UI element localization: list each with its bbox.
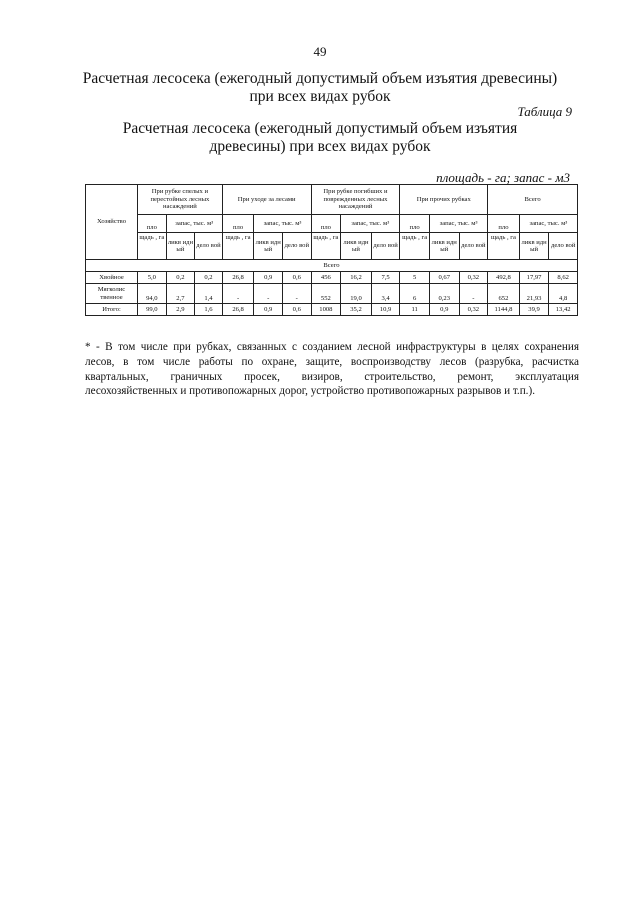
table-cell: 2,9 [166, 304, 195, 316]
table-cell: 21,93 [519, 284, 549, 304]
harvest-table [85, 184, 578, 316]
table-cell: 10,9 [371, 304, 400, 316]
table-cell: 1008 [311, 304, 341, 316]
header-area-unit: щадь , га [311, 233, 341, 260]
header-liquid: ликв идн ый [166, 233, 195, 260]
table-cell: 552 [311, 284, 341, 304]
header-business: дело вой [371, 233, 400, 260]
footnote-line: * - В том числе при рубках, связанных с созданием лесной инфраструктуры в целях сохранения [85, 341, 579, 353]
table-cell: 0,67 [429, 272, 459, 284]
table-cell: 0,23 [429, 284, 459, 304]
table-cell: 7,5 [371, 272, 400, 284]
table-cell: 5 [400, 272, 430, 284]
table-row [86, 272, 578, 284]
heading-line: Расчетная лесосека (ежегодный допустимый объем изъятия древесины) [82, 70, 558, 87]
table-cell: 0,9 [429, 304, 459, 316]
header-area-unit: щадь , га [222, 233, 254, 260]
header-group-total: Всего [488, 185, 578, 215]
table-cell: 456 [311, 272, 341, 284]
header-business: дело вой [459, 233, 488, 260]
table-cell: 0,32 [459, 272, 488, 284]
table-cell: 4,8 [549, 284, 578, 304]
header-area: пло [222, 215, 254, 233]
header-group-care: При уходе за лесами [222, 185, 311, 215]
table-cell: 8,62 [549, 272, 578, 284]
header-area: пло [400, 215, 430, 233]
header-stock: запас, тыс. м³ [341, 215, 400, 233]
table-cell: 0,6 [282, 304, 311, 316]
footnote [85, 340, 579, 399]
header-group-damaged: При рубке погибших и поврежденных лесных насаждений [311, 185, 400, 215]
row-label: Мягколис твенное [86, 284, 138, 304]
header-liquid: ликв идн ый [341, 233, 372, 260]
table-cell: 6 [400, 284, 430, 304]
footnote-line: лесохозяйственных и противопожарных дорог, устройство противопожарных разрывов и т.п.). [85, 385, 536, 398]
table-cell: 0,9 [254, 272, 283, 284]
header-business: дело вой [195, 233, 223, 260]
table-cell: 16,2 [341, 272, 372, 284]
row-label: Итого: [86, 304, 138, 316]
table-number-label: Таблица 9 [517, 104, 572, 119]
heading-line: при всех видах рубок [249, 88, 391, 105]
header-group-other: При прочих рубках [400, 185, 488, 215]
table-cell: 0,2 [166, 272, 195, 284]
header-liquid: ликв идн ый [429, 233, 459, 260]
table-cell: 0,32 [459, 304, 488, 316]
header-area: пло [138, 215, 167, 233]
table-cell: 3,4 [371, 284, 400, 304]
table-cell: 19,0 [341, 284, 372, 304]
header-farm: Хозяйство [86, 185, 138, 260]
table-cell: 11 [400, 304, 430, 316]
header-stock: запас, тыс. м³ [429, 215, 487, 233]
table-cell: 492,8 [488, 272, 520, 284]
table-cell: 13,42 [549, 304, 578, 316]
header-area: пло [311, 215, 341, 233]
header-stock: запас, тыс. м³ [254, 215, 311, 233]
table-row [86, 284, 578, 304]
table-cell: 0,2 [195, 272, 223, 284]
header-business: дело вой [549, 233, 578, 260]
row-label: Хвойное [86, 272, 138, 284]
table-title-line: Расчетная лесосека (ежегодный допустимый объем изъятия [122, 120, 518, 137]
header-stock: запас, тыс. м³ [166, 215, 222, 233]
table-cell: 1144,8 [488, 304, 520, 316]
table-cell: 39,9 [519, 304, 549, 316]
header-stock: запас, тыс. м³ [519, 215, 577, 233]
table-cell: 5,0 [138, 272, 167, 284]
header-area-unit: щадь , га [138, 233, 167, 260]
table-cell: 17,97 [519, 272, 549, 284]
section-row: Всего [86, 260, 578, 272]
page-number: 49 [313, 44, 327, 59]
header-liquid: ликв идн ый [254, 233, 283, 260]
footnote-line: квартальных, граничных просек, визиров, строительство, ремонт, эксплуатация [85, 370, 579, 383]
table-cell: - [222, 284, 254, 304]
table-cell: - [459, 284, 488, 304]
table-cell: 1,4 [195, 284, 223, 304]
header-area-unit: щадь , га [488, 233, 520, 260]
table-cell: 26,8 [222, 272, 254, 284]
header-liquid: ликв идн ый [519, 233, 549, 260]
units-note: площадь - га; запас - м3 [436, 170, 570, 185]
table-cell: 1,6 [195, 304, 223, 316]
footnote-line: лесов, в том числе работы по охране, защите, воспроизводству лесов (разрубка, расчистка [85, 355, 579, 368]
table-cell: - [254, 284, 283, 304]
table-cell: 35,2 [341, 304, 372, 316]
table-cell: 2,7 [166, 284, 195, 304]
table-cell: - [282, 284, 311, 304]
table-cell: 0,9 [254, 304, 283, 316]
table-cell: 652 [488, 284, 520, 304]
header-group-mature: При рубке спелых и перестойных лесных насаждений [138, 185, 223, 215]
document-heading [0, 70, 640, 106]
header-area-unit: щадь , га [400, 233, 430, 260]
table-cell: 26,8 [222, 304, 254, 316]
table-title [0, 120, 640, 156]
header-business: дело вой [282, 233, 311, 260]
header-area: пло [488, 215, 520, 233]
table-title-line: древесины) при всех видах рубок [209, 138, 431, 155]
table-cell: 0,6 [282, 272, 311, 284]
table-cell: 94,0 [138, 284, 167, 304]
table-cell: 99,0 [138, 304, 167, 316]
table-row-total [86, 304, 578, 316]
